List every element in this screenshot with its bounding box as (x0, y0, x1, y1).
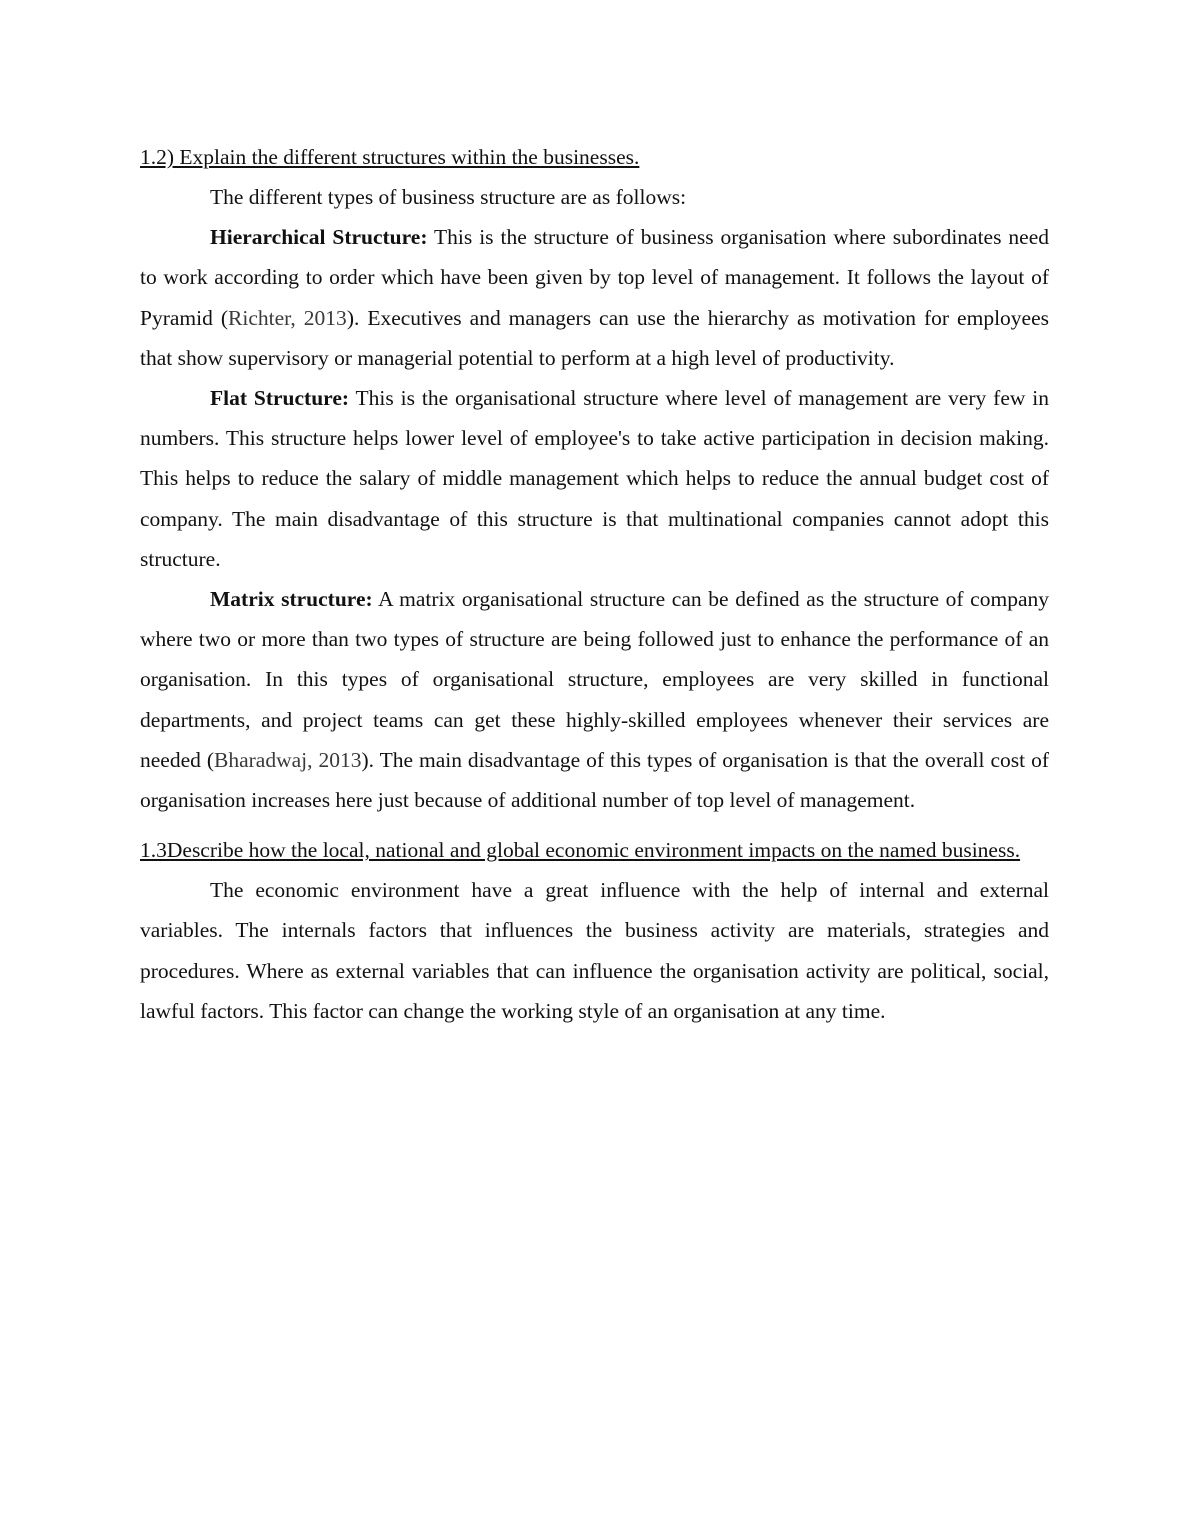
section-heading-1-3: 1.3Describe how the local, national and global economic environment impacts on the named business. (140, 838, 1021, 863)
economic-environment-paragraph: The economic environment have a great influence with the help of internal and external variables. The internals factors that influences the business activity are materials, strategies and procedures. Where as external variables that can influence the organisation activity are political, social, lawful factors. This factor can change the working style of an organisation at any time. (140, 878, 1049, 1023)
matrix-text-part2: ). The main disadvantage of this types of organisation is that the overall cost of organisation increases here just because of additional number of top level of management. (140, 747, 1049, 813)
flat-structure-paragraph (140, 378, 1049, 579)
page-content (140, 137, 1049, 1031)
hierarchical-text-part1: This is the structure of business organisation where subordinates need to work according to order which have been given by top level of management. It follows the layout of Pyramid ( (140, 225, 1049, 330)
section-heading-1-2: 1.2) Explain the different structures within the businesses. (140, 145, 640, 169)
citation-richter: Richter, 2013 (228, 305, 347, 330)
hierarchical-text-part2: ). Executives and managers can use the hierarchy as motivation for employees that show supervisory or managerial potential to perform at a high level of productivity. (140, 305, 1049, 370)
matrix-structure-term: Matrix structure: (210, 587, 373, 612)
hierarchical-structure-term: Hierarchical Structure: (210, 225, 428, 250)
flat-structure-term: Flat Structure: (210, 386, 350, 411)
matrix-text-part1: A matrix organisational structure can be defined as the structure of company where two or more than two types of structure are being followed just to enhance the performance of an organisation. In this types of organisational structure, employees are very skilled in functional departments, and project teams can get these highly-skilled employees whenever their services are needed ( (140, 587, 1049, 772)
matrix-structure-paragraph (140, 579, 1049, 820)
flat-structure-text: This is the organisational structure where level of management are very few in numbers. This structure helps lower level of employee's to take active participation in decision making. This helps to reduce the salary of middle management which helps to reduce the annual budget cost of company. The main disadvantage of this structure is that multinational companies cannot adopt this structure. (140, 386, 1049, 571)
hierarchical-structure-paragraph (140, 217, 1049, 378)
intro-paragraph: The different types of business structure are as follows: (210, 185, 687, 209)
citation-bharadwaj: Bharadwaj, 2013 (214, 747, 362, 772)
